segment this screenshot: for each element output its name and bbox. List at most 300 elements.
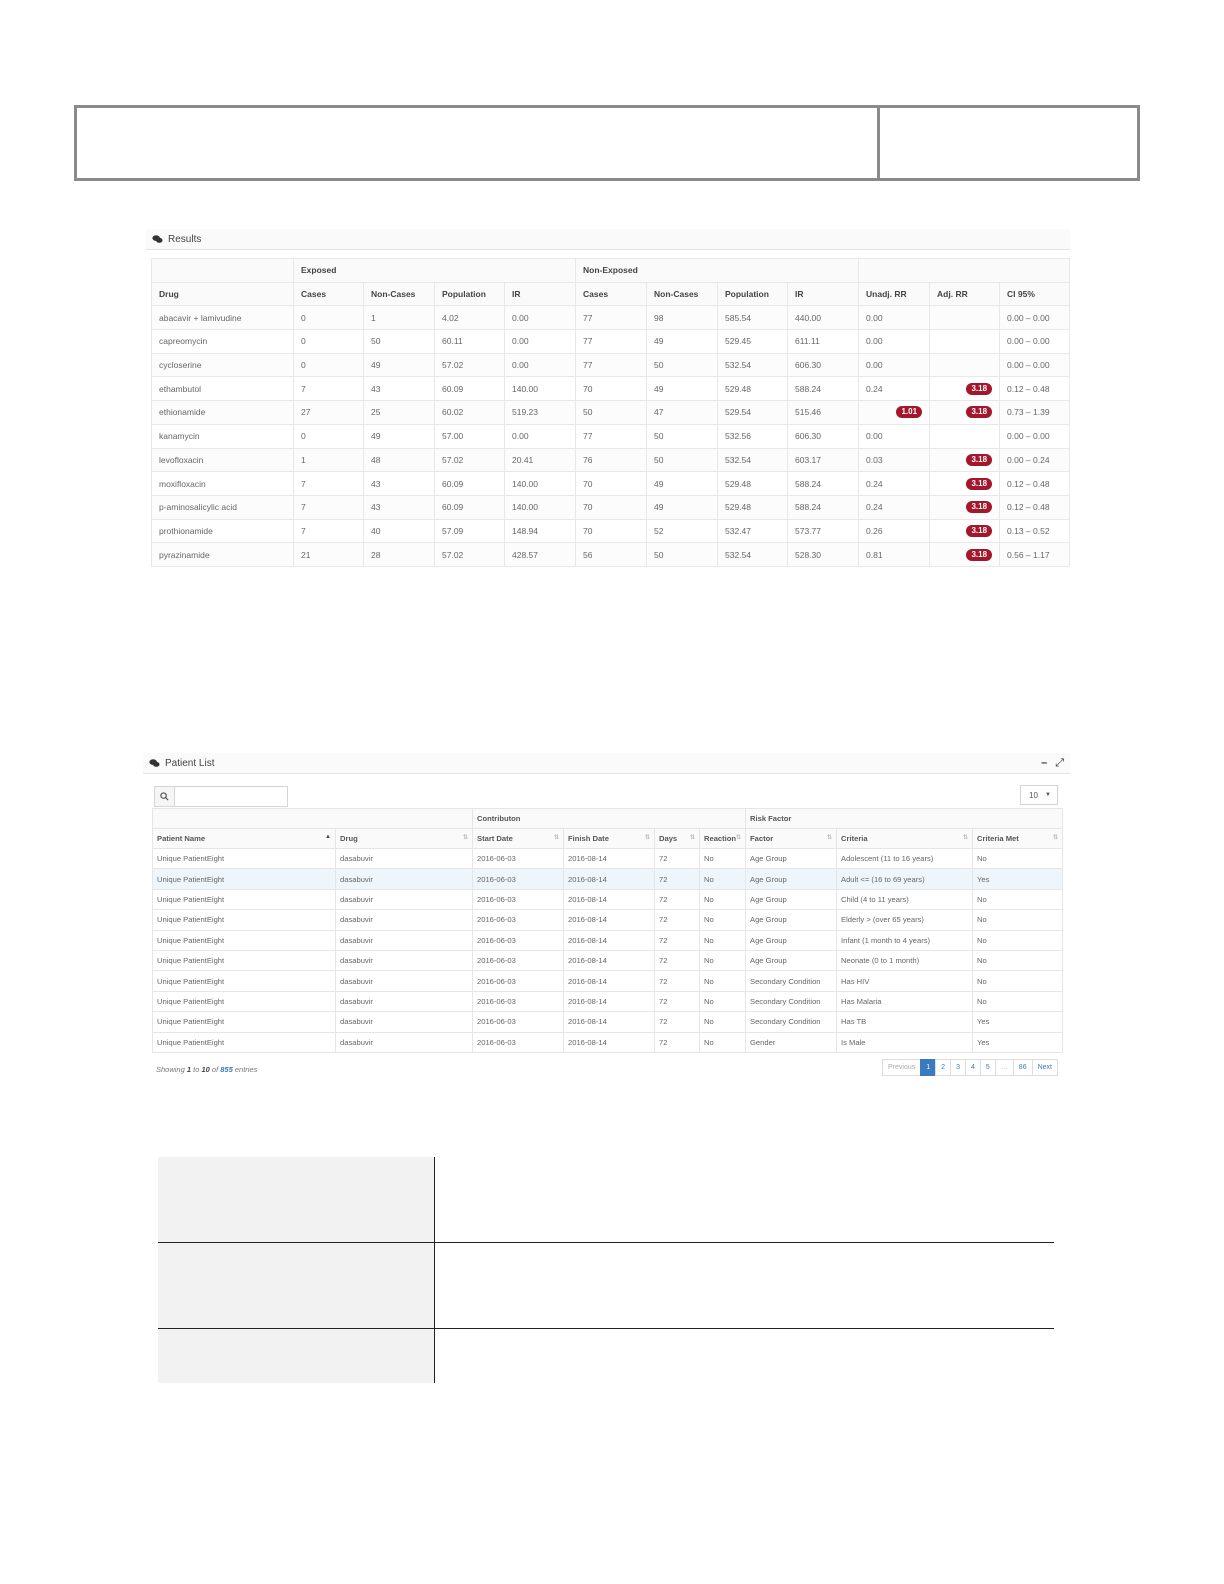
results-cell-e-noncases: 1	[364, 306, 435, 330]
results-cell-e-cases: 0	[294, 330, 364, 354]
page-size-value: 10	[1029, 790, 1038, 800]
patient-cell: Gender	[746, 1032, 837, 1052]
patient-cell: 2016-08-14	[564, 1012, 655, 1032]
results-cell-adj-rr	[930, 472, 1000, 496]
patient-cell: No	[973, 910, 1063, 930]
results-cell-drug: p-aminosalicylic acid	[152, 495, 294, 519]
patient-cell: Age Group	[746, 910, 837, 930]
patient-cell: 2016-08-14	[564, 869, 655, 889]
patient-cell: Unique PatientEight	[153, 930, 336, 950]
results-cell-n-noncases: 49	[647, 495, 718, 519]
results-cell-n-ir: 606.30	[788, 424, 859, 448]
patient-body	[153, 849, 1063, 1053]
results-cell-e-ir: 0.00	[505, 424, 576, 448]
results-cell-n-pop: 532.54	[718, 353, 788, 377]
results-cell-n-ir: 515.46	[788, 401, 859, 425]
results-group-header-non-exposed: Non-Exposed	[576, 259, 859, 283]
patient-table	[152, 808, 1063, 1053]
patient-cell: Adult <= (16 to 69 years)	[837, 869, 973, 889]
results-cell-e-noncases: 49	[364, 424, 435, 448]
results-cell-n-noncases: 49	[647, 330, 718, 354]
results-cell-e-ir: 0.00	[505, 353, 576, 377]
patient-cell: Yes	[973, 1032, 1063, 1052]
results-cell-ci: 0.56 – 1.17	[1000, 543, 1070, 567]
patient-cell: 72	[655, 991, 700, 1011]
patient-column-header[interactable]	[336, 829, 473, 849]
patient-cell: 2016-06-03	[473, 910, 564, 930]
results-cell-n-pop: 529.48	[718, 472, 788, 496]
results-cell-drug: capreomycin	[152, 330, 294, 354]
patient-cell: No	[973, 889, 1063, 909]
results-cell-e-ir: 0.00	[505, 330, 576, 354]
patient-cell: dasabuvir	[336, 889, 473, 909]
results-group-header-row	[152, 259, 1070, 283]
patient-cell: Yes	[973, 1012, 1063, 1032]
results-cell-e-cases: 0	[294, 353, 364, 377]
patient-cell: 2016-08-14	[564, 950, 655, 970]
results-cell-e-noncases: 43	[364, 472, 435, 496]
results-cell-e-pop: 60.02	[435, 401, 505, 425]
results-cell-e-pop: 60.09	[435, 377, 505, 401]
results-cell-e-ir: 140.00	[505, 377, 576, 401]
page-size-select[interactable]	[1020, 785, 1058, 805]
results-cell-unadj-rr: 0.81	[859, 543, 930, 567]
results-cell-e-ir: 20.41	[505, 448, 576, 472]
patient-row[interactable]	[153, 971, 1063, 991]
results-cell-n-ir: 588.24	[788, 495, 859, 519]
results-cell-e-pop: 60.09	[435, 472, 505, 496]
results-cell-ci: 0.00 – 0.00	[1000, 330, 1070, 354]
patient-cell: dasabuvir	[336, 991, 473, 1011]
results-row	[152, 424, 1070, 448]
sort-icon: ⇅	[735, 835, 742, 841]
patient-row[interactable]	[153, 991, 1063, 1011]
rr-badge: 3.18	[966, 549, 992, 561]
patient-cell: 2016-06-03	[473, 869, 564, 889]
patient-cell: dasabuvir	[336, 1032, 473, 1052]
info-total: 855	[220, 1065, 233, 1074]
results-row	[152, 401, 1070, 425]
patient-cell: 2016-08-14	[564, 971, 655, 991]
patient-cell: Unique PatientEight	[153, 889, 336, 909]
sort-icon: ⇅	[826, 835, 833, 841]
info-prefix: Showing	[156, 1065, 187, 1074]
patient-cell: Unique PatientEight	[153, 910, 336, 930]
results-cell-n-noncases: 47	[647, 401, 718, 425]
pagination-page[interactable]: 5	[980, 1059, 996, 1076]
patient-row[interactable]	[153, 1012, 1063, 1032]
results-cell-e-cases: 27	[294, 401, 364, 425]
results-cell-unadj-rr: 0.00	[859, 424, 930, 448]
sort-icon: ⇅	[689, 835, 695, 841]
results-row	[152, 377, 1070, 401]
sort-icon: ⇅	[1053, 835, 1059, 841]
results-cell-n-pop: 529.48	[718, 495, 788, 519]
patient-row[interactable]	[153, 910, 1063, 930]
results-cell-unadj-rr: 0.00	[859, 353, 930, 377]
patient-column-label: Days	[659, 834, 678, 843]
patient-column-label: Criteria Met	[977, 834, 1019, 843]
results-column-header: Population	[718, 282, 788, 306]
results-cell-n-ir: 588.24	[788, 472, 859, 496]
pagination-next[interactable]: Next	[1032, 1059, 1058, 1076]
results-cell-n-pop: 529.48	[718, 377, 788, 401]
results-cell-e-ir: 0.00	[505, 306, 576, 330]
pagination-page[interactable]: 86	[1013, 1059, 1033, 1076]
patient-cell: dasabuvir	[336, 869, 473, 889]
results-cell-n-pop: 585.54	[718, 306, 788, 330]
results-cell-n-pop: 532.54	[718, 543, 788, 567]
results-cell-e-pop: 57.02	[435, 448, 505, 472]
patient-cell: Has Malaria	[837, 991, 973, 1011]
patient-column-label: Factor	[750, 834, 774, 843]
pagination	[883, 1059, 1058, 1076]
bottom-grid	[158, 1157, 1054, 1383]
patient-column-header[interactable]	[564, 829, 655, 849]
patient-cell: Unique PatientEight	[153, 1012, 336, 1032]
results-cell-adj-rr	[930, 401, 1000, 425]
results-cell-drug: abacavir + lamivudine	[152, 306, 294, 330]
search-input[interactable]	[175, 787, 283, 806]
results-cell-drug: prothionamide	[152, 519, 294, 543]
patient-cell: Yes	[973, 869, 1063, 889]
results-cell-n-cases: 56	[576, 543, 647, 567]
results-row	[152, 448, 1070, 472]
patient-cell: No	[700, 869, 746, 889]
results-column-header: Non-Cases	[647, 282, 718, 306]
results-group-header-exposed: Exposed	[294, 259, 576, 283]
results-cell-adj-rr	[930, 519, 1000, 543]
results-row	[152, 472, 1070, 496]
caret-down-icon: ▼	[1045, 792, 1051, 798]
results-cell-n-noncases: 50	[647, 353, 718, 377]
results-cell-e-ir: 519.23	[505, 401, 576, 425]
results-cell-ci: 0.00 – 0.24	[1000, 448, 1070, 472]
patient-cell: 2016-08-14	[564, 930, 655, 950]
patient-cell: No	[700, 930, 746, 950]
patient-cell: Age Group	[746, 889, 837, 909]
results-cell-n-noncases: 50	[647, 543, 718, 567]
results-cell-n-pop: 529.54	[718, 401, 788, 425]
results-column-header: Population	[435, 282, 505, 306]
results-cell-e-cases: 1	[294, 448, 364, 472]
patient-cell: dasabuvir	[336, 910, 473, 930]
results-cell-e-noncases: 25	[364, 401, 435, 425]
results-cell-drug: ethionamide	[152, 401, 294, 425]
info-of: of	[209, 1065, 221, 1074]
patient-cell: dasabuvir	[336, 971, 473, 991]
results-group-header	[859, 259, 1070, 283]
patient-column-label: Criteria	[841, 834, 868, 843]
results-cell-e-cases: 7	[294, 472, 364, 496]
results-cell-e-ir: 140.00	[505, 495, 576, 519]
patient-cell: Unique PatientEight	[153, 849, 336, 869]
patient-cell: Infant (1 month to 4 years)	[837, 930, 973, 950]
patient-cell: 72	[655, 1012, 700, 1032]
info-to: to	[191, 1065, 202, 1074]
results-cell-n-ir: 611.11	[788, 330, 859, 354]
info-end: 10	[201, 1065, 210, 1074]
patient-column-header[interactable]	[153, 829, 336, 849]
patient-cell: 2016-08-14	[564, 849, 655, 869]
patient-group-header-contribution: Contributon	[473, 809, 746, 829]
patient-column-label: Reaction	[704, 834, 737, 843]
results-row	[152, 353, 1070, 377]
results-cell-e-noncases: 43	[364, 377, 435, 401]
bottom-grid-divider	[158, 1328, 1054, 1329]
pagination-page[interactable]: 2	[935, 1059, 951, 1076]
results-cell-n-cases: 77	[576, 353, 647, 377]
results-cell-n-noncases: 50	[647, 424, 718, 448]
chat-icon	[152, 235, 163, 244]
results-group-header	[152, 259, 294, 283]
sort-ascending-icon: ▲	[325, 834, 331, 840]
pagination-previous[interactable]: Previous	[882, 1059, 921, 1076]
results-cell-drug: pyrazinamide	[152, 543, 294, 567]
results-cell-e-pop: 57.00	[435, 424, 505, 448]
patient-cell: No	[700, 1032, 746, 1052]
patient-row[interactable]	[153, 1032, 1063, 1052]
results-cell-n-cases: 77	[576, 330, 647, 354]
results-cell-unadj-rr	[859, 401, 930, 425]
patient-cell: Child (4 to 11 years)	[837, 889, 973, 909]
results-row	[152, 543, 1070, 567]
search-icon[interactable]	[155, 787, 175, 806]
patient-column-header[interactable]	[973, 829, 1063, 849]
pagination-page[interactable]: 3	[950, 1059, 966, 1076]
patient-cell: Secondary Condition	[746, 1012, 837, 1032]
results-cell-adj-rr	[930, 495, 1000, 519]
results-cell-n-ir: 588.24	[788, 377, 859, 401]
results-column-header: Cases	[294, 282, 364, 306]
results-cell-e-cases: 7	[294, 495, 364, 519]
patient-cell: Unique PatientEight	[153, 869, 336, 889]
patient-cell: dasabuvir	[336, 950, 473, 970]
results-row	[152, 495, 1070, 519]
sort-icon: ⇅	[962, 835, 969, 841]
expand-icon[interactable]: ⤢	[1055, 757, 1064, 769]
patient-group-header	[153, 809, 473, 829]
patient-cell: No	[700, 971, 746, 991]
results-cell-unadj-rr: 0.26	[859, 519, 930, 543]
pagination-page[interactable]: …	[995, 1059, 1014, 1076]
results-column-header: IR	[788, 282, 859, 306]
patient-cell: 2016-06-03	[473, 889, 564, 909]
patient-group-header-risk-factor: Risk Factor	[746, 809, 1063, 829]
results-cell-n-cases: 70	[576, 377, 647, 401]
patient-cell: 2016-06-03	[473, 971, 564, 991]
rr-badge: 3.18	[966, 525, 992, 537]
results-cell-n-noncases: 50	[647, 448, 718, 472]
patient-cell: Secondary Condition	[746, 991, 837, 1011]
results-column-header: Adj. RR	[930, 282, 1000, 306]
results-cell-drug: moxifloxacin	[152, 472, 294, 496]
results-cell-e-pop: 60.09	[435, 495, 505, 519]
results-cell-adj-rr	[930, 330, 1000, 354]
patient-cell: 2016-06-03	[473, 950, 564, 970]
patient-cell: No	[700, 849, 746, 869]
results-column-header: Drug	[152, 282, 294, 306]
bottom-grid-vertical-divider	[434, 1157, 435, 1383]
patient-cell: Unique PatientEight	[153, 950, 336, 970]
results-cell-ci: 0.73 – 1.39	[1000, 401, 1070, 425]
rr-badge: 3.18	[966, 383, 992, 395]
results-cell-e-cases: 7	[294, 377, 364, 401]
patient-row[interactable]	[153, 849, 1063, 869]
patient-column-label: Start Date	[477, 834, 513, 843]
results-cell-ci: 0.00 – 0.00	[1000, 353, 1070, 377]
results-table	[151, 258, 1070, 567]
patient-cell: Age Group	[746, 849, 837, 869]
patient-cell: Is Male	[837, 1032, 973, 1052]
results-cell-e-cases: 0	[294, 424, 364, 448]
patient-cell: Elderly > (over 65 years)	[837, 910, 973, 930]
results-cell-e-noncases: 48	[364, 448, 435, 472]
results-column-header: IR	[505, 282, 576, 306]
patient-cell: 72	[655, 910, 700, 930]
bottom-grid-label-cell	[158, 1329, 434, 1383]
results-cell-n-noncases: 49	[647, 377, 718, 401]
patient-column-header-row	[153, 829, 1063, 849]
results-cell-unadj-rr: 0.24	[859, 472, 930, 496]
bottom-grid-label-cell	[158, 1243, 434, 1328]
rr-badge: 1.01	[896, 406, 922, 418]
chat-icon	[149, 759, 160, 768]
patient-column-label: Finish Date	[568, 834, 609, 843]
info-start: 1	[186, 1065, 192, 1074]
results-cell-adj-rr	[930, 306, 1000, 330]
patient-row[interactable]	[153, 869, 1063, 889]
patient-cell: No	[973, 971, 1063, 991]
sort-icon: ⇅	[462, 835, 468, 841]
results-column-header: CI 95%	[1000, 282, 1070, 306]
results-cell-n-ir: 528.30	[788, 543, 859, 567]
patient-cell: No	[700, 991, 746, 1011]
patient-cell: dasabuvir	[336, 849, 473, 869]
results-cell-n-cases: 76	[576, 448, 647, 472]
results-cell-e-noncases: 43	[364, 495, 435, 519]
patient-row[interactable]	[153, 930, 1063, 950]
sort-icon: ⇅	[644, 835, 650, 841]
results-cell-drug: ethambutol	[152, 377, 294, 401]
results-cell-n-pop: 532.56	[718, 424, 788, 448]
patient-cell: 72	[655, 971, 700, 991]
results-cell-n-ir: 603.17	[788, 448, 859, 472]
patient-cell: Age Group	[746, 950, 837, 970]
results-cell-drug: levofloxacin	[152, 448, 294, 472]
results-cell-e-cases: 7	[294, 519, 364, 543]
patient-list-title: Patient List	[165, 757, 215, 769]
patient-cell: No	[700, 950, 746, 970]
results-cell-drug: cycloserine	[152, 353, 294, 377]
rr-badge: 3.18	[966, 454, 992, 466]
patient-cell: No	[973, 991, 1063, 1011]
table-info	[156, 1065, 257, 1074]
patient-cell: Has HIV	[837, 971, 973, 991]
patient-cell: No	[700, 889, 746, 909]
results-title: Results	[168, 233, 202, 245]
patient-cell: 2016-06-03	[473, 1012, 564, 1032]
search-box	[154, 786, 288, 807]
patient-list-panel	[143, 753, 1070, 1083]
results-cell-unadj-rr: 0.24	[859, 495, 930, 519]
patient-column-label: Patient Name	[157, 834, 206, 843]
results-cell-n-pop: 532.47	[718, 519, 788, 543]
patient-column-label: Drug	[340, 834, 358, 843]
patient-column-header[interactable]	[700, 829, 746, 849]
results-cell-ci: 0.00 – 0.00	[1000, 424, 1070, 448]
patient-cell: 2016-06-03	[473, 930, 564, 950]
results-row	[152, 306, 1070, 330]
results-cell-unadj-rr: 0.24	[859, 377, 930, 401]
results-column-header: Non-Cases	[364, 282, 435, 306]
patient-cell: 72	[655, 849, 700, 869]
results-body	[152, 306, 1070, 567]
patient-cell: 72	[655, 930, 700, 950]
results-cell-e-pop: 57.02	[435, 543, 505, 567]
results-row	[152, 330, 1070, 354]
results-cell-n-ir: 606.30	[788, 353, 859, 377]
patient-column-header[interactable]	[746, 829, 837, 849]
patient-cell: Has TB	[837, 1012, 973, 1032]
results-cell-unadj-rr: 0.03	[859, 448, 930, 472]
results-cell-n-noncases: 52	[647, 519, 718, 543]
patient-cell: Age Group	[746, 869, 837, 889]
patient-cell: dasabuvir	[336, 1012, 473, 1032]
results-cell-e-ir: 148.94	[505, 519, 576, 543]
results-cell-e-ir: 428.57	[505, 543, 576, 567]
minus-icon[interactable]: –	[1041, 757, 1048, 769]
rr-badge: 3.18	[966, 478, 992, 490]
results-cell-adj-rr	[930, 353, 1000, 377]
patient-cell: 2016-08-14	[564, 910, 655, 930]
patient-cell: 72	[655, 869, 700, 889]
bottom-grid-divider	[158, 1242, 1054, 1243]
patient-column-header[interactable]	[837, 829, 973, 849]
pagination-page[interactable]: 4	[965, 1059, 981, 1076]
results-cell-e-noncases: 28	[364, 543, 435, 567]
patient-cell: 2016-06-03	[473, 991, 564, 1011]
patient-cell: Unique PatientEight	[153, 991, 336, 1011]
results-cell-e-pop: 57.02	[435, 353, 505, 377]
bottom-grid-label-cell	[158, 1157, 434, 1242]
patient-cell: 2016-08-14	[564, 1032, 655, 1052]
patient-cell: No	[973, 950, 1063, 970]
results-panel	[146, 229, 1070, 567]
patient-row[interactable]	[153, 889, 1063, 909]
results-cell-e-cases: 21	[294, 543, 364, 567]
results-panel-header	[146, 229, 1070, 250]
sort-icon: ⇅	[553, 835, 559, 841]
patient-row[interactable]	[153, 950, 1063, 970]
patient-cell: No	[700, 910, 746, 930]
rr-badge: 3.18	[966, 406, 992, 418]
results-cell-n-pop: 532.54	[718, 448, 788, 472]
results-cell-ci: 0.00 – 0.00	[1000, 306, 1070, 330]
patient-column-header[interactable]	[655, 829, 700, 849]
patient-group-header-row	[153, 809, 1063, 829]
results-cell-unadj-rr: 0.00	[859, 330, 930, 354]
patient-column-header[interactable]	[473, 829, 564, 849]
results-column-header: Unadj. RR	[859, 282, 930, 306]
results-cell-e-ir: 140.00	[505, 472, 576, 496]
patient-cell: Secondary Condition	[746, 971, 837, 991]
rr-badge: 3.18	[966, 501, 992, 513]
results-cell-e-noncases: 49	[364, 353, 435, 377]
patient-cell: No	[973, 849, 1063, 869]
results-cell-n-cases: 77	[576, 424, 647, 448]
pagination-page[interactable]: 1	[920, 1059, 936, 1076]
